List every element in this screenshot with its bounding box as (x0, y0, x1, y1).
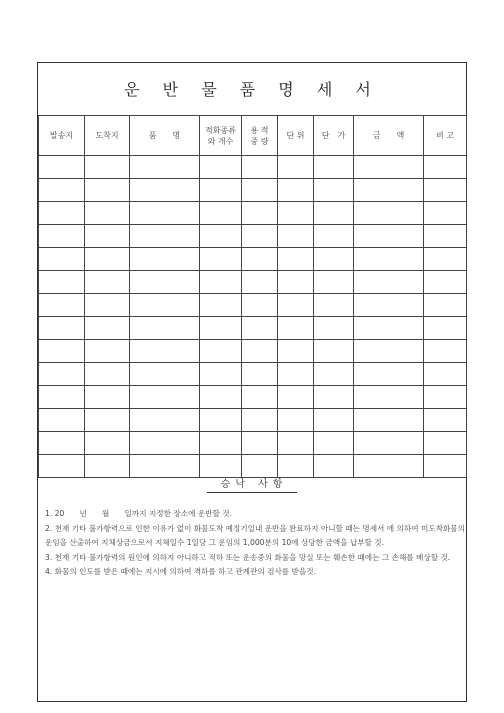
table-cell[interactable] (85, 271, 130, 294)
table-cell[interactable] (314, 340, 354, 363)
table-cell[interactable] (314, 432, 354, 455)
table-cell[interactable] (424, 156, 467, 179)
table-cell[interactable] (130, 179, 200, 202)
table-cell[interactable] (314, 317, 354, 340)
table-cell[interactable] (242, 340, 278, 363)
table-cell[interactable] (85, 179, 130, 202)
table-cell[interactable] (39, 294, 85, 317)
table-cell[interactable] (242, 363, 278, 386)
table-row (39, 202, 467, 225)
table-cell[interactable] (200, 248, 242, 271)
header-origin: 발송지 (39, 116, 85, 156)
header-cargo-type: 적화종류 와 개수 (200, 116, 242, 156)
table-cell[interactable] (354, 271, 424, 294)
table-cell[interactable] (278, 202, 314, 225)
notice-item: 1. 20 년 월 일까지 지정한 장소에 운반할 것. (45, 509, 232, 518)
table-cell[interactable] (85, 156, 130, 179)
table-cell[interactable] (278, 179, 314, 202)
table-cell[interactable] (314, 179, 354, 202)
table-cell[interactable] (314, 202, 354, 225)
table-cell[interactable] (39, 340, 85, 363)
table-cell[interactable] (278, 156, 314, 179)
table-header-row (39, 116, 467, 156)
table-cell[interactable] (200, 340, 242, 363)
notice-item: 4. 화물의 인도를 받은 때에는 지시에 의하여 격하를 하고 관계관의 검사를 받을것. (45, 567, 316, 576)
table-cell[interactable] (39, 225, 85, 248)
table-cell[interactable] (314, 156, 354, 179)
table-cell[interactable] (424, 340, 467, 363)
document-frame (37, 62, 467, 702)
table-cell[interactable] (85, 225, 130, 248)
notice-item: 3. 천재 기타 불가항력의 원인에 의하지 아니하고 적하 또는 운송중의 화물을 망실 또는 훼손한 때에는 그 손해를 배상할 것. (45, 552, 451, 562)
document-title: 운 반 물 품 명 세 서 (124, 80, 380, 99)
header-amount: 금 액 (354, 116, 424, 156)
table-cell[interactable] (130, 294, 200, 317)
table-cell[interactable] (314, 409, 354, 432)
table-cell[interactable] (424, 363, 467, 386)
table-cell[interactable] (354, 432, 424, 455)
table-cell[interactable] (242, 248, 278, 271)
table-row (39, 363, 467, 386)
notice-title: 승낙 사항 (207, 475, 298, 493)
table-cell[interactable] (242, 432, 278, 455)
table-cell[interactable] (424, 386, 467, 409)
table-cell[interactable] (314, 248, 354, 271)
table-cell[interactable] (354, 317, 424, 340)
table-row (39, 317, 467, 340)
table-cell[interactable] (130, 409, 200, 432)
table-cell[interactable] (354, 156, 424, 179)
table-cell[interactable] (242, 271, 278, 294)
table-cell[interactable] (242, 294, 278, 317)
table-cell[interactable] (314, 386, 354, 409)
header-remarks: 비 고 (424, 116, 467, 156)
table-cell[interactable] (278, 340, 314, 363)
table-cell[interactable] (130, 386, 200, 409)
table-cell[interactable] (39, 363, 85, 386)
table-cell[interactable] (200, 271, 242, 294)
table-cell[interactable] (314, 363, 354, 386)
table-cell[interactable] (278, 386, 314, 409)
table-cell[interactable] (200, 432, 242, 455)
table-cell[interactable] (200, 409, 242, 432)
table-cell[interactable] (85, 340, 130, 363)
table-cell[interactable] (314, 271, 354, 294)
table-cell[interactable] (354, 409, 424, 432)
table-cell[interactable] (242, 202, 278, 225)
table-cell[interactable] (200, 202, 242, 225)
table-cell[interactable] (85, 432, 130, 455)
table-cell[interactable] (354, 363, 424, 386)
table-cell[interactable] (354, 179, 424, 202)
table-cell[interactable] (85, 248, 130, 271)
header-destination: 도착지 (85, 116, 130, 156)
table-cell[interactable] (200, 156, 242, 179)
table-cell[interactable] (130, 317, 200, 340)
table-cell[interactable] (424, 271, 467, 294)
table-cell[interactable] (278, 432, 314, 455)
table-cell[interactable] (424, 179, 467, 202)
table-cell[interactable] (39, 386, 85, 409)
table-row (39, 248, 467, 271)
table-cell[interactable] (39, 317, 85, 340)
table-row (39, 340, 467, 363)
table-cell[interactable] (278, 363, 314, 386)
table-row (39, 386, 467, 409)
table-cell[interactable] (314, 225, 354, 248)
table-cell[interactable] (278, 271, 314, 294)
table-cell[interactable] (85, 317, 130, 340)
table-row (39, 432, 467, 455)
table-cell[interactable] (242, 386, 278, 409)
table-cell[interactable] (39, 248, 85, 271)
table-cell[interactable] (242, 225, 278, 248)
table-cell[interactable] (85, 363, 130, 386)
table-cell[interactable] (278, 294, 314, 317)
table-cell[interactable] (200, 317, 242, 340)
table-cell[interactable] (424, 248, 467, 271)
table-cell[interactable] (314, 294, 354, 317)
table-cell[interactable] (85, 409, 130, 432)
table-cell[interactable] (85, 294, 130, 317)
table-cell[interactable] (354, 340, 424, 363)
table-cell[interactable] (200, 386, 242, 409)
table-cell[interactable] (354, 386, 424, 409)
notice-item: 2. 천재 기타 불가항력으로 인한 이유가 없이 화물도착 예정기일내 운반을 완료하지 아니할 때는 명세서 에 의하여 미도착화물의 운임을 산출하여 지체상금으로서 지체일수 1일당 그 운임의 1,000분의 10에 상당한 금액을 납부할 것. (45, 523, 465, 547)
table-cell[interactable] (278, 248, 314, 271)
table-cell[interactable] (39, 179, 85, 202)
table-cell[interactable] (200, 363, 242, 386)
table-cell[interactable] (39, 271, 85, 294)
header-unit: 단 위 (278, 116, 314, 156)
table-cell[interactable] (130, 248, 200, 271)
table-cell[interactable] (130, 156, 200, 179)
header-volume-weight: 용 적 중 량 (242, 116, 278, 156)
table-cell[interactable] (242, 409, 278, 432)
notice-section (38, 475, 466, 580)
header-unit-price: 단 가 (314, 116, 354, 156)
table-cell[interactable] (200, 294, 242, 317)
table-cell[interactable] (39, 432, 85, 455)
table-cell[interactable] (85, 386, 130, 409)
table-cell[interactable] (424, 294, 467, 317)
table-row (39, 409, 467, 432)
table-cell[interactable] (242, 156, 278, 179)
table-cell[interactable] (130, 432, 200, 455)
table-row (39, 271, 467, 294)
table-cell[interactable] (39, 409, 85, 432)
table-cell[interactable] (354, 202, 424, 225)
table-cell[interactable] (130, 225, 200, 248)
table-cell[interactable] (354, 248, 424, 271)
table-cell[interactable] (424, 317, 467, 340)
table-cell[interactable] (130, 202, 200, 225)
table-row (39, 225, 467, 248)
table-cell[interactable] (39, 202, 85, 225)
table-cell[interactable] (39, 156, 85, 179)
table-cell[interactable] (200, 179, 242, 202)
header-item-name: 품 명 (130, 116, 200, 156)
table-cell[interactable] (424, 225, 467, 248)
table-cell[interactable] (200, 225, 242, 248)
table-cell[interactable] (85, 202, 130, 225)
table-cell[interactable] (424, 409, 467, 432)
table-cell[interactable] (278, 409, 314, 432)
table-cell[interactable] (424, 432, 467, 455)
notice-list (38, 507, 466, 580)
table-cell[interactable] (242, 179, 278, 202)
table-cell[interactable] (354, 225, 424, 248)
table-cell[interactable] (278, 317, 314, 340)
table-cell[interactable] (242, 317, 278, 340)
items-table (38, 115, 467, 478)
table-cell[interactable] (354, 294, 424, 317)
table-row (39, 179, 467, 202)
table-row (39, 294, 467, 317)
table-cell[interactable] (130, 271, 200, 294)
table-cell[interactable] (130, 340, 200, 363)
table-cell[interactable] (278, 225, 314, 248)
table-cell[interactable] (130, 363, 200, 386)
table-row (39, 156, 467, 179)
table-cell[interactable] (424, 202, 467, 225)
